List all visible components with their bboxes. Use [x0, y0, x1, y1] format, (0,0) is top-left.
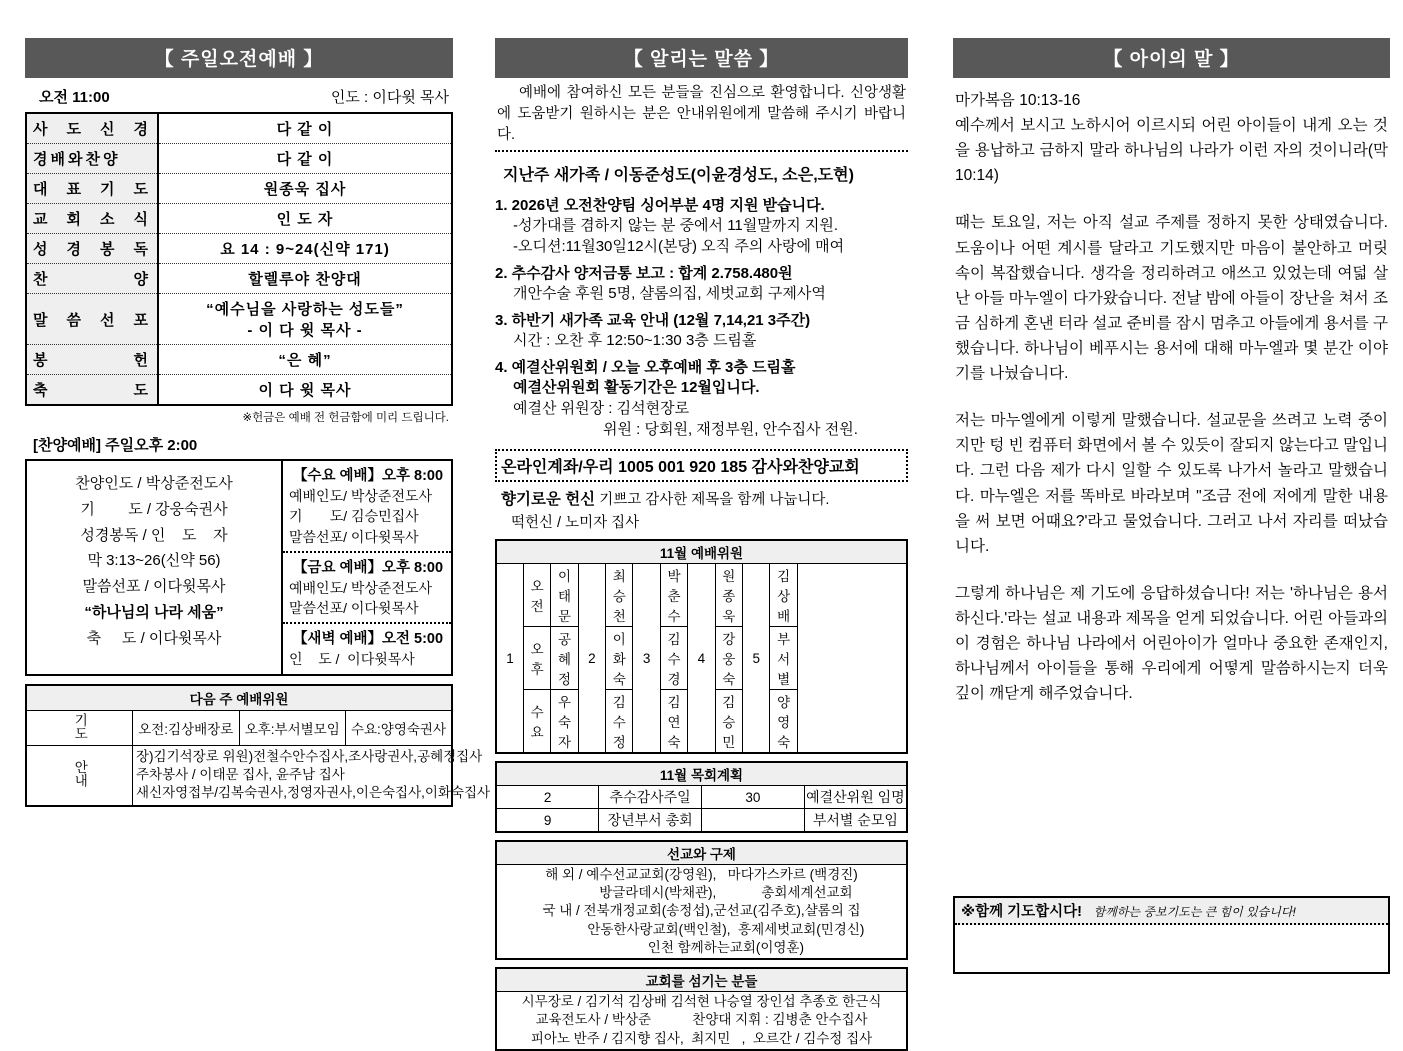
service-leader: 인도 : 이다윗 목사: [330, 89, 449, 106]
next-week-title: 다음 주 예배위원: [26, 685, 452, 711]
order-label: 축 도: [26, 375, 158, 406]
order-value: 할렐루야 찬양대: [158, 264, 452, 294]
section-header-announcements: 【 알리는 말씀 】: [495, 38, 908, 78]
committee-name: 김상배: [770, 564, 797, 627]
order-label: 경배와찬양: [26, 144, 158, 174]
order-value: [158, 294, 452, 345]
weekday-service-title: 【새벽 예배】오전 5:00: [292, 631, 444, 648]
prayer-request-box: [953, 896, 1390, 974]
order-value: 요 14 : 9~24(신약 171): [158, 234, 452, 264]
missions-line: 안동한사랑교회(백인철), 흥제세벗교회(민경신): [538, 921, 865, 937]
weekday-service-title: 【수요 예배】오후 8:00: [292, 468, 444, 484]
new-family-line: 지난주 새가족 / 이동준성도(이윤경성도, 소은,도현): [503, 167, 854, 185]
table-row: [26, 234, 452, 264]
table-row: [496, 786, 907, 809]
section-header-childs-words: 【 아이의 말 】: [953, 38, 1390, 78]
online-account-box: 온라인계좌/우리 1005 001 920 185 감사와찬양교회: [495, 449, 908, 482]
announcement-sub: 예결산 위원장 : 김석현장로: [513, 400, 690, 418]
afternoon-line: 성경봉독 / 인 도 자: [80, 526, 228, 544]
order-value: 원종욱 집사: [158, 174, 452, 204]
table-row: [26, 294, 452, 345]
servants-title: 교회를 섬기는 분들: [496, 968, 907, 992]
offering-share: [495, 482, 908, 532]
scripture-text: 예수께서 보시고 노하시어 이르시되 어린 아이들이 내게 오는 것을 용납하고 금하지 말라 하나님의 나라가 이런 자의 것이니라(막 10:14): [955, 117, 1388, 185]
weekday-service-line: 인 도 / 이다윗목사: [289, 651, 415, 668]
table-row: [496, 992, 907, 1050]
committee-name: 김연숙: [660, 690, 687, 754]
order-label: 찬 양: [26, 264, 158, 294]
plan-date: 30: [702, 786, 805, 809]
announcement-head: 3. 하반기 새가족 교육 안내 (12월 7,14,21 3주간): [495, 312, 811, 330]
announcement-sub: 시간 : 오찬 후 12:50~1:30 3층 드림홀: [513, 332, 757, 350]
table-row: [26, 685, 452, 711]
order-label: 말 씀 선 포: [26, 294, 158, 345]
next-week-prayer-label: 기도: [26, 710, 133, 745]
plan-date: [702, 809, 805, 833]
order-value: 이 다 윗 목사: [158, 375, 452, 406]
group-number: 2: [578, 564, 605, 754]
announcement-item: [495, 304, 908, 351]
next-week-committee-table: [25, 684, 491, 807]
weekday-service-title: 【금요 예배】오후 8:00: [292, 559, 444, 576]
column-childs-words: [953, 0, 1390, 920]
sermon-title: “예수님을 사랑하는 성도들”: [206, 301, 404, 318]
essay-paragraph: 때는 토요일, 저는 아직 설교 주제를 정하지 못한 상태였습니다. 도움이나 어떤 계시를 달라고 기도했지만 마음이 불안하고 머릿속이 복잡했습니다. 생각을 정리하려고 애쓰고 있었는데 여덟 살 난 아들 마누엘이 다가왔습니다. 전날 밤에 아들이 장난을 쳐서 조금 심하게 혼낸 터라 설교 준비를 잠시 멈추고 아들에게 용서를 구했습니다. 하나님이 베푸시는 용서에 대해 마누엘과 몇 분간 이야기를 나눴습니다.: [955, 214, 1388, 383]
afternoon-line: 막 3:13~26(신약 56): [87, 552, 221, 570]
weekday-service-line: 말씀선포/ 이다윗목사: [289, 600, 419, 617]
service-time-row: [25, 78, 453, 112]
afternoon-service-details: [27, 461, 283, 674]
order-value: “은 혜”: [158, 345, 452, 375]
order-label: 교 회 소 식: [26, 204, 158, 234]
plan-date: 2: [496, 786, 599, 809]
weekday-service-dawn: [283, 622, 451, 673]
afternoon-line: 찬양인도 / 박상준전도사: [75, 475, 233, 492]
guide-line: 주차봉사 / 이태문 집사, 윤주남 집사: [136, 767, 345, 783]
committee-name: 이화숙: [606, 627, 633, 690]
committee-name: 박춘수: [660, 564, 687, 627]
weekday-service-wednesday: [283, 461, 451, 551]
plan-event: 부서별 순모임: [804, 809, 907, 833]
committee-name: 김승민: [715, 690, 742, 754]
committee-name: 우숙자: [551, 690, 578, 754]
table-row: [26, 375, 452, 406]
prayer-box-title: ※함께 기도합시다!: [961, 904, 1083, 920]
table-row: [26, 174, 452, 204]
missions-line: 해 외 / 예수선교교회(강영원), 마다가스카르 (백경진): [545, 867, 858, 883]
weekday-service-friday: [283, 551, 451, 623]
announcement-sub: 위원 : 당회원, 재정부원, 안수집사 전원.: [603, 421, 858, 439]
servants-table: [495, 967, 908, 1051]
committee-name: 공혜정: [551, 627, 578, 690]
table-row: [26, 345, 452, 375]
committee-name: 김수경: [660, 627, 687, 690]
sermon-preacher: - 이 다 윗 목사 -: [247, 322, 363, 339]
announcement-sub: -성가대를 겸하지 않는 분 중에서 11월말까지 지원.: [513, 217, 839, 235]
weekday-services-box: [283, 461, 451, 674]
order-label: 사 도 신 경: [26, 113, 158, 144]
november-committee-table: [495, 539, 908, 754]
missions-line: 방글라데시(박채관), 총회세계선교회: [550, 885, 853, 901]
servants-line: 시무장로 / 김기석 김상배 김석현 나승열 장인섭 추종호 한근식: [521, 994, 882, 1010]
next-week-guide-cell: [133, 745, 491, 805]
november-plan-title: 11월 목회계획: [496, 762, 907, 786]
committee-name: 김수정: [606, 690, 633, 754]
order-value: 다 같 이: [158, 144, 452, 174]
scripture-block: [953, 78, 1390, 188]
announcement-head: 1. 2026년 오전찬양팀 싱어부분 4명 지원 받습니다.: [495, 197, 825, 215]
announcement-sub: 개안수술 후원 5명, 샬롬의집, 세벗교회 구제사역: [513, 285, 826, 303]
service-time: 오전 11:00: [39, 89, 110, 106]
afternoon-line: 말씀선포 / 이다윗목사: [82, 578, 226, 596]
announcement-item: [495, 189, 908, 257]
announcement-head: 4. 예결산위원회 / 오늘 오후예배 후 3층 드림홀: [495, 359, 796, 377]
section-header-sunday-service: 【 주일오전예배 】: [25, 38, 453, 78]
plan-event: 장년부서 총회: [599, 809, 702, 833]
plan-event: 추수감사주일: [599, 786, 702, 809]
afternoon-theme: “하나님의 나라 세움”: [84, 603, 224, 621]
table-row: [496, 564, 907, 627]
table-row: [496, 841, 907, 865]
next-week-prayer-cell: 수요:양영숙권사: [346, 710, 453, 745]
order-label: 봉 헌: [26, 345, 158, 375]
committee-name: 부 서 별: [770, 627, 797, 690]
weekday-service-line: 기 도/ 김승민집사: [289, 508, 419, 525]
order-label: 성 경 봉 독: [26, 234, 158, 264]
afternoon-service-box: [25, 459, 453, 676]
group-number: 3: [633, 564, 660, 754]
next-week-prayer-cell: 오후:부서별모임: [239, 710, 346, 745]
table-row: [26, 144, 452, 174]
table-row: [26, 264, 452, 294]
group-number: 5: [743, 564, 770, 754]
weekday-service-line: 예배인도/ 박상준전도사: [289, 488, 433, 504]
order-value: 다 같 이: [276, 121, 334, 138]
announcement-item: [495, 351, 908, 440]
missions-body: [496, 865, 907, 960]
afternoon-benediction: 축 도 / 이다윗목사: [86, 629, 222, 647]
essay-paragraph: 저는 마누엘에게 이렇게 말했습니다. 설교문을 쓰려고 노력 중이지만 텅 빈 컴퓨터 화면에서 볼 수 있듯이 잘되지 않는다고 말입니다. 그런 다음 제가 다시 일할 수 있도록 나가서 놀라고 말했습니다. 마누엘은 저를 똑바로 바라보며 "조금 전에 저에게 말한 내용을 써 보면 어때요?'라고 물었습니다. 그러고 나서 자리를 떠났습니다.: [955, 412, 1388, 555]
table-row: [26, 204, 452, 234]
missions-line: 인천 함께하는교회(이영훈): [599, 939, 804, 955]
committee-name: 원종욱: [715, 564, 742, 627]
column-sunday-service: [25, 0, 491, 807]
november-committee-title: 11월 예배위원: [496, 540, 907, 564]
announcement-head: 2. 추수감사 양저금통 보고 : 합계 2.758.480원: [495, 265, 793, 283]
table-row: [496, 762, 907, 786]
servants-line: 교육전도사 / 박상준 찬양대 지휘 : 김병춘 안수집사: [535, 1012, 868, 1028]
offering-desc: 기쁘고 감사한 제목을 함께 나눕니다.: [599, 492, 830, 509]
order-label: 대 표 기 도: [26, 174, 158, 204]
afternoon-line: 기 도 / 강웅숙권사: [80, 500, 228, 518]
plan-event: 예결산위원 임명: [804, 786, 907, 809]
prayer-box-subtitle: 함께하는 중보기도는 큰 힘이 있습니다!: [1093, 905, 1296, 919]
plan-date: 9: [496, 809, 599, 833]
table-row: [496, 540, 907, 564]
offering-note: ※헌금은 예배 전 헌금함에 미리 드립니다.: [242, 412, 449, 424]
committee-name: 최승천: [606, 564, 633, 627]
afternoon-service-label: [찬양예배] 주일오후 2:00: [33, 437, 198, 454]
november-plan-table: [495, 761, 908, 833]
servants-line: 피아노 반주 / 김지향 집사, 최지민 , 오르간 / 김수정 집사: [530, 1030, 873, 1046]
committee-name: 양영숙: [770, 690, 797, 754]
offering-title: 향기로운 헌신: [501, 491, 596, 509]
column-announcements: [495, 0, 908, 1051]
scripture-reference: 마가복음 10:13-16: [955, 92, 1081, 109]
essay-paragraph: 그렇게 하나님은 제 기도에 응답하셨습니다! 저는 '하나님은 용서하신다.'라는 설교 내용과 제목을 얻게 되었습니다. 어린 아들과의 이 경험은 하나님 나라에서 어린아이가 얼마나 중요한 존재인지, 하나님께서 아이들을 통해 우리에게 어떻게 말씀하시는지 더욱 깊이 깨닫게 해주었습니다.: [955, 584, 1388, 703]
weekday-service-line: 말씀선포/ 이다윗목사: [289, 528, 419, 545]
weekday-service-line: 예배인도/ 박상준전도사: [289, 579, 433, 596]
table-row: [26, 745, 452, 805]
period-label: 수요: [523, 690, 550, 754]
period-label: 오후: [523, 627, 550, 690]
next-week-guide-label: 안내: [26, 745, 133, 805]
table-row: [26, 710, 452, 745]
committee-name: 강웅숙: [715, 627, 742, 690]
table-row: [496, 809, 907, 833]
committee-name: 이태문: [551, 564, 578, 627]
table-row: [496, 865, 907, 960]
announcement-sub: -오디션:11월30일12시(본당) 오직 주의 사랑에 매여: [513, 238, 845, 256]
group-number: 1: [496, 564, 523, 754]
table-row: [26, 113, 452, 144]
table-row: [496, 968, 907, 992]
guide-line: 새신자영접부/김복숙권사,정영자권사,이은숙집사,이화숙집사: [136, 785, 491, 801]
welcome-message: 예배에 참여하신 모든 분들을 진심으로 환영합니다. 신앙생활에 도움받기 원하시는 분은 안내위원에게 말씀해 주시기 바랍니다.: [495, 78, 908, 152]
offering-line: 떡헌신 / 노미자 집사: [511, 515, 640, 532]
announcement-sub: 예결산위원회 활동기간은 12월입니다.: [513, 379, 760, 397]
guide-line: 장)김기석장로 위원)전철수안수집사,조사랑권사,공혜정집사: [136, 748, 483, 764]
period-label: 오전: [523, 564, 550, 627]
group-number: 4: [688, 564, 715, 754]
missions-table: [495, 840, 908, 960]
announcement-item: [495, 257, 908, 304]
order-value: 인 도 자: [158, 204, 452, 234]
missions-title: 선교와 구제: [496, 841, 907, 865]
next-week-prayer-cell: 오전:김상배장로: [133, 710, 240, 745]
servants-body: [496, 992, 907, 1050]
order-of-worship-table: [25, 112, 453, 406]
prayer-box-header: [955, 898, 1388, 925]
missions-line: 국 내 / 전북개정교회(송정섭),군선교(김주호),샬롬의 집: [542, 903, 861, 919]
